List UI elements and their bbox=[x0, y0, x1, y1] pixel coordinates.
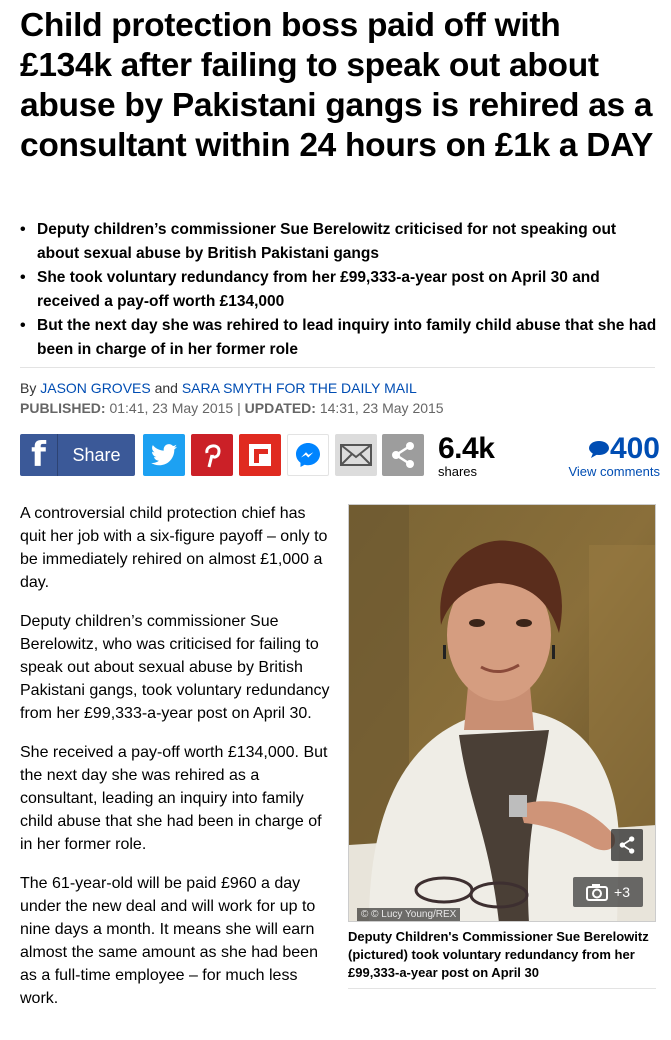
pinterest-share-button[interactable] bbox=[191, 434, 233, 476]
article-body bbox=[20, 502, 332, 1026]
byline bbox=[20, 379, 417, 398]
view-comments-label[interactable]: View comments bbox=[568, 464, 660, 479]
updated-value: 14:31, 23 May 2015 bbox=[319, 400, 444, 416]
date-separator: | bbox=[237, 400, 241, 416]
more-share-button[interactable] bbox=[382, 434, 424, 476]
header-divider bbox=[20, 367, 655, 368]
comments-count bbox=[568, 434, 660, 464]
image-share-button[interactable] bbox=[611, 829, 643, 861]
speech-bubble-icon bbox=[588, 440, 610, 458]
published-label: PUBLISHED: bbox=[20, 400, 106, 416]
camera-icon bbox=[586, 883, 608, 901]
summary-bullets bbox=[20, 218, 660, 362]
share-count bbox=[438, 434, 494, 480]
share-icon bbox=[617, 835, 637, 855]
updated-label: UPDATED: bbox=[244, 400, 316, 416]
summary-bullet: • Deputy children’s commissioner Sue Berelowitz criticised for not speaking out about sexual abuse by British Pakistani gangs bbox=[20, 218, 660, 266]
comments-count-number: 400 bbox=[609, 432, 660, 465]
facebook-share-label: Share bbox=[72, 444, 121, 465]
article-headline: Child protection boss paid off with £134k after failing to speak out about abuse by Pakistani gangs is rehired as a consultant within 24 hours on £1k a DAY bbox=[20, 7, 653, 164]
twitter-icon bbox=[151, 444, 177, 466]
share-bar bbox=[20, 432, 660, 479]
article-photo[interactable] bbox=[348, 504, 656, 922]
share-icon bbox=[388, 440, 418, 470]
flipboard-icon bbox=[248, 443, 272, 467]
article-paragraph: A controversial child protection chief has quit her job with a six-figure payoff – only to be immediately rehired on almost £1,000 a day. bbox=[20, 505, 328, 591]
envelope-icon bbox=[340, 444, 372, 466]
published-value: 01:41, 23 May 2015 bbox=[109, 400, 234, 416]
comments-link[interactable] bbox=[568, 434, 660, 480]
byline-joiner: and bbox=[154, 380, 178, 396]
summary-bullet: • She took voluntary redundancy from her £99,333-a-year post on April 30 and received a pay-off worth £134,000 bbox=[20, 266, 660, 314]
share-count-label: shares bbox=[438, 464, 478, 479]
messenger-icon bbox=[294, 441, 322, 469]
article-figure bbox=[348, 504, 656, 989]
share-count-number: 6.4k bbox=[438, 432, 495, 465]
gallery-count: +3 bbox=[614, 884, 630, 900]
caption-divider bbox=[348, 988, 656, 989]
facebook-share-button[interactable] bbox=[20, 434, 135, 476]
article-paragraph: She received a pay-off worth £134,000. But the next day she was rehired as a consultant, leading an inquiry into family child abuse that she had been in charge of in her former role. bbox=[20, 744, 328, 853]
messenger-share-button[interactable] bbox=[287, 434, 329, 476]
pinterest-icon bbox=[201, 441, 223, 469]
flipboard-share-button[interactable] bbox=[239, 434, 281, 476]
facebook-icon: f bbox=[20, 434, 58, 476]
author-link-jason-groves[interactable]: JASON GROVES bbox=[40, 380, 151, 396]
photo-illustration bbox=[349, 505, 656, 922]
article-paragraph: The 61-year-old will be paid £960 a day under the new deal and will work for up to nine days a month. It means she will earn almost the same amount as she had been as a full-time employee – for much less work. bbox=[20, 875, 318, 1007]
gallery-button[interactable] bbox=[573, 877, 643, 907]
author-link-sara-smyth[interactable]: SARA SMYTH FOR THE DAILY MAIL bbox=[181, 380, 417, 396]
publish-dates bbox=[20, 399, 444, 418]
photo-caption: Deputy Children's Commissioner Sue Berelowitz (pictured) took voluntary redundancy from her £99,333-a-year post on April 30 bbox=[348, 929, 649, 980]
article-paragraph: Deputy children’s commissioner Sue Berelowitz, who was criticised for failing to speak out about sexual abuse by British Pakistani gangs, took voluntary redundancy from her £99,333-a-year post on April 30. bbox=[20, 613, 330, 722]
twitter-share-button[interactable] bbox=[143, 434, 185, 476]
byline-prefix: By bbox=[20, 380, 37, 396]
email-share-button[interactable] bbox=[335, 434, 377, 476]
photo-credit: © © Lucy Young/REX bbox=[357, 908, 460, 921]
summary-bullet: • But the next day she was rehired to lead inquiry into family child abuse that she had been in charge of in her former role bbox=[20, 314, 660, 362]
